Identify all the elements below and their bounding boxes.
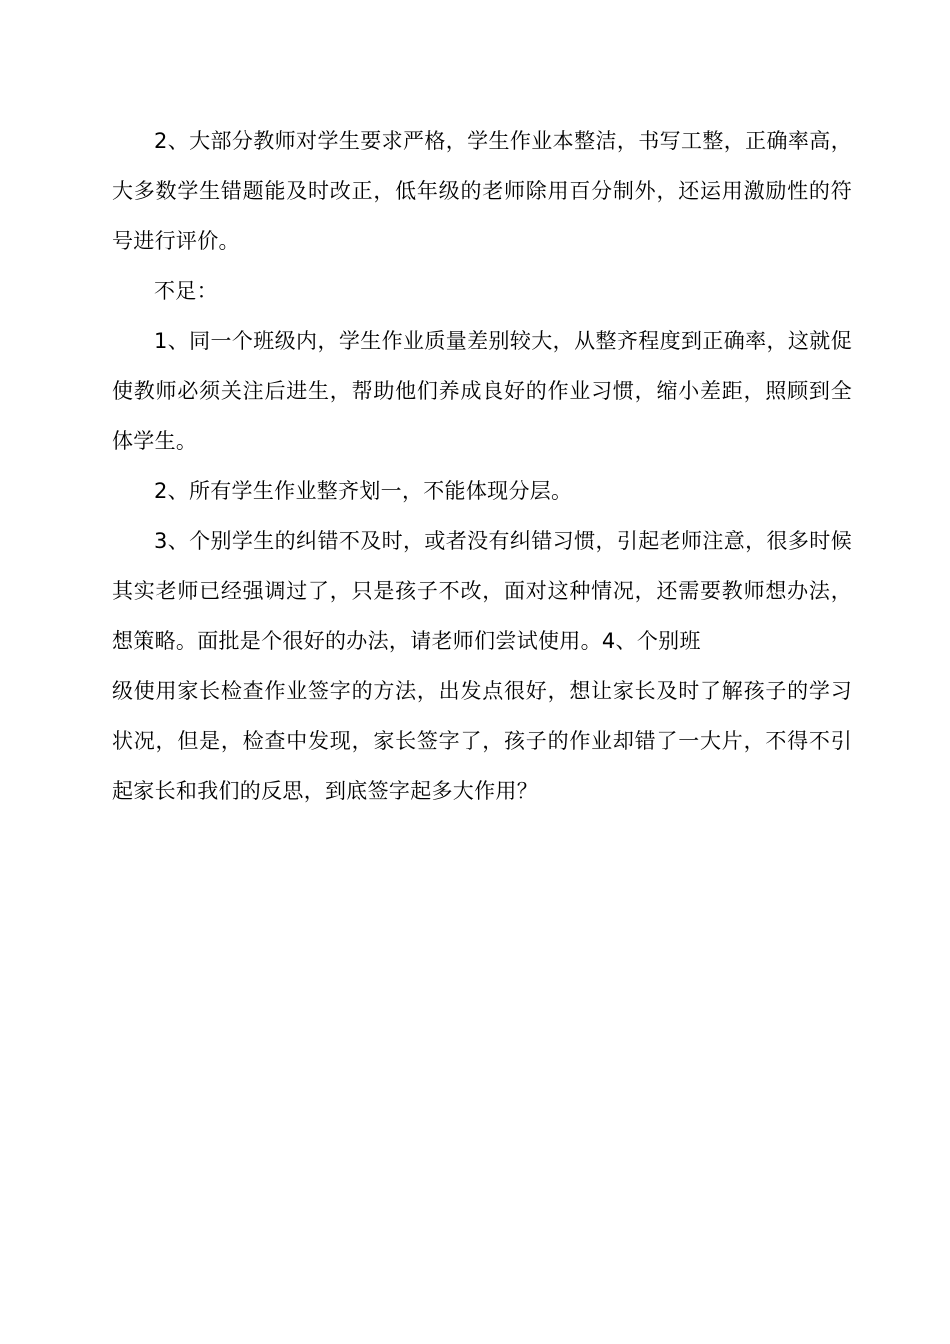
paragraph-strengths-2: 2、大部分教师对学生要求严格，学生作业本整洁，书写工整，正确率高，大多数学生错题能及时改正，低年级的老师除用百分制外，还运用激励性的符号进行评价。 bbox=[112, 129, 852, 253]
paragraph-shortcomings-heading: 不足： bbox=[154, 279, 218, 303]
paragraph-shortcoming-2: 2、所有学生作业整齐划一，不能体现分层。 bbox=[154, 479, 573, 503]
document-body bbox=[112, 116, 852, 816]
paragraph-shortcoming-1: 1、同一个班级内，学生作业质量差别较大，从整齐程度到正确率，这就促使教师必须关注后进生，帮助他们养成良好的作业习惯，缩小差距，照顾到全体学生。 bbox=[112, 329, 852, 453]
paragraph-shortcoming-4-continued: 级使用家长检查作业签字的方法，出发点很好，想让家长及时了解孩子的学习状况，但是，检查中发现，家长签字了，孩子的作业却错了一大片，不得不引起家长和我们的反思，到底签字起多大作用？ bbox=[112, 679, 852, 803]
paragraph-shortcoming-3: 3、个别学生的纠错不及时，或者没有纠错习惯，引起老师注意，很多时候其实老师已经强调过了，只是孩子不改，面对这种情况，还需要教师想办法，想策略。面批是个很好的办法，请老师们尝试使用。4、个别班 bbox=[112, 529, 852, 653]
